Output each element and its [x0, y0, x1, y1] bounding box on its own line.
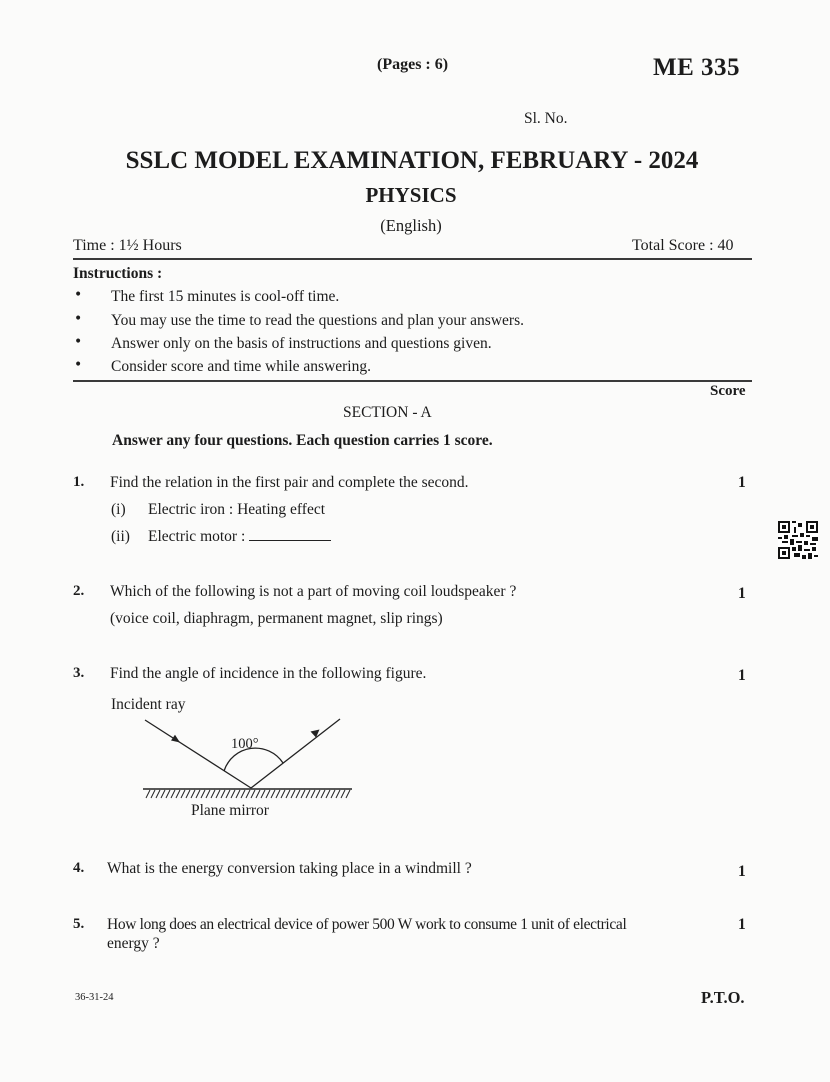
score-column-header: Score — [710, 383, 746, 399]
angle-label: 100° — [231, 736, 259, 752]
sub-label: (ii) — [111, 528, 130, 545]
angle-arc — [224, 748, 283, 771]
sub-text: Electric iron : Heating effect — [148, 501, 326, 518]
question-text: Find the relation in the first pair and complete the second. — [110, 474, 469, 491]
header-divider — [73, 258, 752, 260]
sub-text: Electric motor : — [148, 528, 250, 545]
question-number: 4. — [73, 860, 85, 876]
sub-label: (i) — [111, 501, 126, 518]
question-text: What is the energy conversion taking place in a windmill ? — [107, 860, 472, 877]
instructions-heading: Instructions : — [73, 265, 163, 282]
incident-ray-label: Incident ray — [111, 696, 186, 713]
question-text: How long does an electrical device of power 500 W work to consume 1 unit of electrical — [107, 916, 627, 933]
subject-title: PHYSICS — [365, 183, 457, 207]
question-score: 1 — [738, 667, 746, 684]
answer-blank — [249, 528, 331, 541]
bullet-icon: • — [74, 311, 83, 327]
reflection-diagram — [138, 714, 358, 802]
question-number: 1. — [73, 474, 85, 490]
question-number: 5. — [73, 916, 85, 932]
question-number: 2. — [73, 583, 85, 599]
serial-number-label: Sl. No. — [524, 110, 568, 127]
exam-title: SSLC MODEL EXAMINATION, FEBRUARY - 2024 — [125, 147, 699, 174]
question-score: 1 — [738, 474, 746, 491]
question-options: (voice coil, diaphragm, permanent magnet, slip rings) — [110, 610, 443, 627]
instruction-item: Consider score and time while answering. — [111, 358, 371, 375]
instruction-item: You may use the time to read the questions and plan your answers. — [111, 312, 524, 329]
question-text: Find the angle of incidence in the following figure. — [110, 665, 427, 682]
medium-label: (English) — [380, 216, 442, 235]
bullet-icon: • — [74, 334, 83, 350]
pages-count: (Pages : 6) — [377, 56, 449, 73]
sub-item-with-blank — [148, 528, 331, 546]
please-turn-over: P.T.O. — [701, 988, 745, 1007]
question-text: Which of the following is not a part of moving coil loudspeaker ? — [110, 583, 517, 600]
mirror-hatching — [146, 790, 350, 798]
bullet-icon: • — [74, 287, 83, 303]
reflected-ray-line — [251, 719, 340, 788]
section-title: SECTION - A — [343, 404, 432, 421]
question-score: 1 — [738, 585, 746, 602]
instruction-item: Answer only on the basis of instructions and questions given. — [111, 335, 492, 352]
bullet-icon: • — [74, 357, 83, 373]
section-instruction: Answer any four questions. Each question carries 1 score. — [112, 432, 493, 449]
incident-ray-line — [145, 720, 251, 788]
instruction-item: The first 15 minutes is cool-off time. — [111, 288, 340, 305]
paper-code: ME 335 — [653, 54, 741, 81]
plane-mirror-label: Plane mirror — [191, 802, 269, 819]
total-score-label: Total Score : 40 — [632, 237, 734, 254]
incident-arrow-icon — [171, 735, 180, 743]
instructions-divider — [73, 380, 752, 382]
time-label: Time : 1½ Hours — [73, 237, 182, 254]
question-number: 3. — [73, 665, 85, 681]
question-text-continued: energy ? — [107, 935, 160, 952]
question-score: 1 — [738, 863, 746, 880]
qr-code-icon — [778, 521, 818, 559]
question-score: 1 — [738, 916, 746, 933]
footer-code: 36-31-24 — [75, 992, 114, 1003]
